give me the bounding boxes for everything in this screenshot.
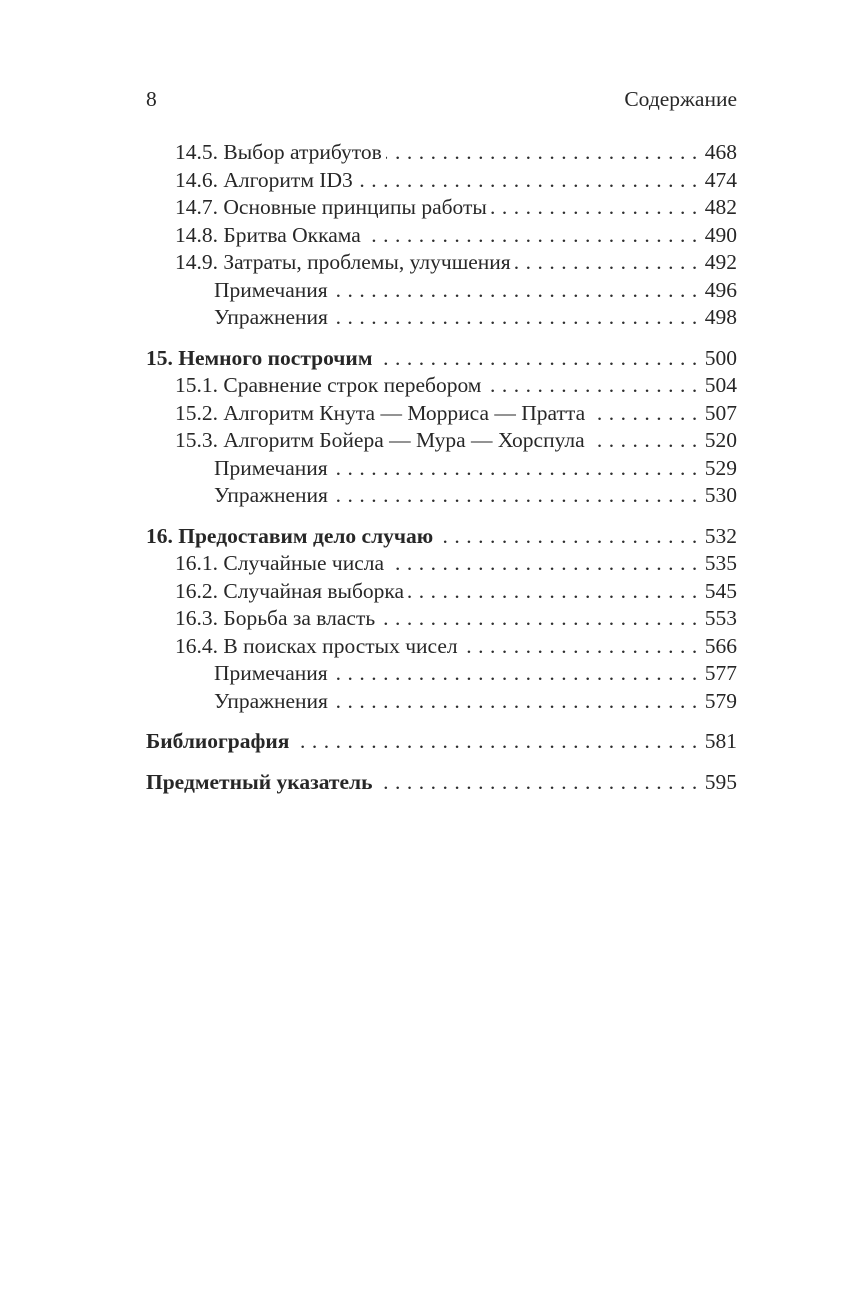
toc-entry-label: 15.3. Алгоритм Бойера — Мура — Хорспула — [175, 428, 585, 452]
toc-entry — [146, 400, 737, 428]
toc-entry-label: Предметный указатель — [146, 769, 373, 794]
toc-entry-label: Примечания — [214, 277, 328, 302]
toc-entry — [146, 167, 737, 195]
toc-page-number: 520 — [704, 428, 737, 452]
toc-leader-dots — [332, 455, 704, 483]
toc-entry — [146, 660, 737, 688]
toc-entry — [146, 345, 737, 373]
toc-leader-dots — [332, 688, 704, 716]
toc-leader-dots — [332, 277, 704, 305]
toc-entry — [146, 550, 737, 578]
toc-entry-label: Упражнения — [214, 305, 328, 329]
page-number: 8 — [146, 87, 157, 111]
toc-entry-label: 14.6. Алгоритм ID3 — [175, 167, 353, 192]
running-header-title: Содержание — [624, 87, 737, 111]
table-of-contents — [0, 139, 845, 796]
toc-entry — [146, 688, 737, 716]
toc-entry — [146, 633, 737, 661]
toc-entry — [146, 769, 737, 797]
toc-page-number: 535 — [704, 551, 737, 575]
toc-leader-dots — [485, 372, 703, 400]
toc-page-number: 530 — [704, 483, 737, 507]
toc-leader-dots — [388, 550, 704, 578]
toc-entry — [146, 482, 737, 510]
toc-entry — [146, 139, 737, 167]
toc-page-number: 553 — [704, 606, 737, 630]
toc-leader-dots — [293, 728, 703, 756]
toc-entry-label: 14.5. Выбор атрибутов — [175, 140, 382, 164]
toc-leader-dots — [462, 633, 704, 661]
toc-page-number: 468 — [704, 140, 737, 164]
toc-entry-label: Упражнения — [214, 688, 328, 713]
toc-entry-label: Упражнения — [214, 483, 328, 507]
toc-page-number: 532 — [704, 523, 737, 548]
toc-page-number: 498 — [704, 305, 737, 329]
toc-leader-dots — [332, 660, 704, 688]
toc-entry-label: 16.3. Борьба за власть — [175, 606, 376, 630]
toc-entry — [146, 455, 737, 483]
toc-leader-dots — [332, 304, 704, 332]
toc-page-number: 507 — [704, 400, 737, 425]
toc-page-number: 492 — [704, 250, 737, 274]
toc-page-number: 577 — [704, 661, 737, 685]
toc-page-number: 504 — [704, 373, 737, 397]
toc-page-number: 545 — [704, 578, 737, 603]
toc-entry — [146, 304, 737, 332]
toc-entry-label: 16.1. Случайные числа — [175, 551, 385, 575]
toc-entry — [146, 222, 737, 250]
toc-entry-label: 16. Предоставим дело случаю — [146, 523, 434, 548]
toc-page-number: 482 — [704, 195, 737, 219]
toc-leader-dots — [365, 222, 704, 250]
toc-entry-label: 16.2. Случайная выборка — [175, 578, 405, 603]
toc-entry-label: 15. Немного построчим — [146, 345, 373, 370]
toc-leader-dots — [379, 605, 704, 633]
toc-entry — [146, 728, 737, 756]
toc-leader-dots — [589, 400, 704, 428]
toc-entry — [146, 249, 737, 277]
page-header — [0, 0, 845, 111]
toc-leader-dots — [376, 769, 703, 797]
toc-entry-label: Примечания — [214, 661, 328, 685]
toc-entry — [146, 194, 737, 222]
toc-page-number: 579 — [704, 688, 737, 713]
toc-entry-label: 16.4. В поисках простых чисел — [175, 633, 458, 658]
toc-leader-dots — [589, 427, 704, 455]
toc-page-number: 581 — [704, 729, 737, 753]
toc-entry-label: 14.8. Бритва Оккама — [175, 222, 361, 247]
toc-page-number: 474 — [704, 167, 737, 192]
toc-entry-label: 14.9. Затраты, проблемы, улучшения — [175, 250, 511, 274]
toc-leader-dots — [332, 482, 704, 510]
toc-page-number: 500 — [704, 345, 737, 370]
toc-leader-dots — [408, 578, 704, 606]
toc-entry-label: 14.7. Основные принципы работы — [175, 195, 487, 219]
toc-entry — [146, 523, 737, 551]
toc-entry — [146, 372, 737, 400]
toc-entry — [146, 427, 737, 455]
toc-page-number: 490 — [704, 222, 737, 247]
toc-page-number: 566 — [704, 633, 737, 658]
toc-page-number: 595 — [704, 769, 737, 794]
toc-leader-dots — [437, 523, 704, 551]
toc-leader-dots — [515, 249, 704, 277]
toc-entry-label: Библиография — [146, 729, 290, 753]
toc-page-number: 529 — [704, 455, 737, 480]
toc-entry-label: Примечания — [214, 455, 328, 480]
toc-entry-label: 15.2. Алгоритм Кнута — Морриса — Пратта — [175, 400, 586, 425]
toc-entry — [146, 578, 737, 606]
toc-leader-dots — [386, 139, 704, 167]
toc-leader-dots — [376, 345, 703, 373]
toc-leader-dots — [357, 167, 704, 195]
toc-entry-label: 15.1. Сравнение строк перебором — [175, 373, 482, 397]
toc-leader-dots — [491, 194, 704, 222]
toc-entry — [146, 277, 737, 305]
toc-page-number: 496 — [704, 277, 737, 302]
toc-entry — [146, 605, 737, 633]
